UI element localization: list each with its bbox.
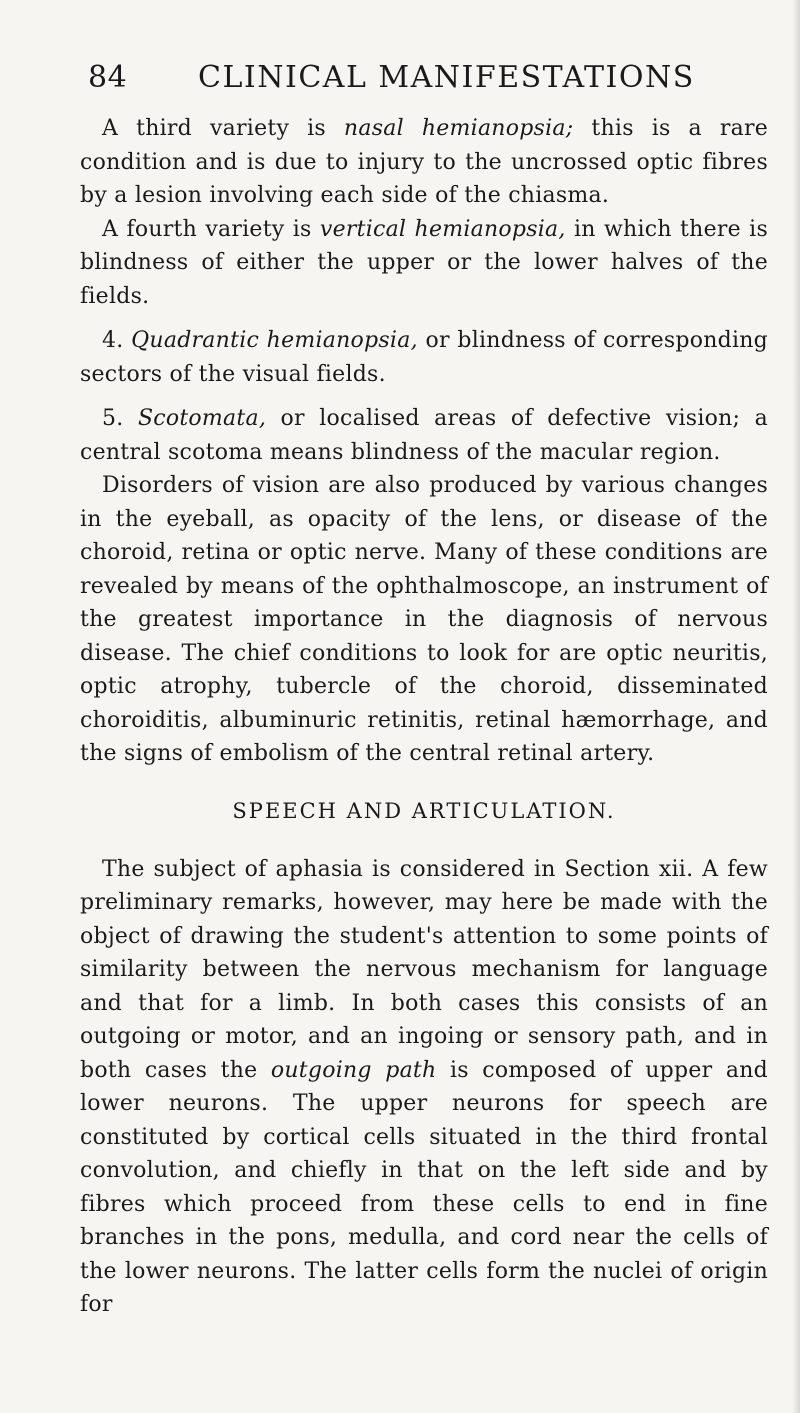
paragraph-quadrantic-hemianopsia (80, 324, 768, 391)
paragraph-text: or localised areas of defective vision; a central scotoma means blindness of the macular region. (80, 406, 768, 465)
paragraph-aphasia (80, 853, 768, 1322)
paragraph-text: A fourth variety is (102, 216, 320, 242)
paragraph-text: 4. (102, 328, 132, 353)
paragraph-vertical-hemianopsia (80, 213, 768, 314)
italic-term: Scotomata, (137, 406, 267, 431)
paragraph-text: this is a rare condition and is due to injury to the uncrossed optic fibres by a lesion involving each side of the chiasma. (80, 116, 769, 208)
paragraph-text: is composed of upper and lower neurons. The upper neurons for speech are constituted by cortical cells situated in the third frontal convolution, and chiefly in that on the left side and by fibres which proceed from these cells to end in fine branches in the pons, medulla, and cord near the cells of the lower neurons. The latter cells form the nuclei of origin for (80, 1057, 768, 1317)
paragraph-text: The subject of aphasia is considered in Section xii. A few preliminary remarks, however, may here be made with the object of drawing the student's attention to some points of similarity between the nervous mechanism for language and that for a limb. In both cases this consists of an outgoing or motor, and an ingoing or sensory path, and in both cases the (80, 856, 768, 1083)
paragraph-text: in which there is blindness of either the upper or the lower halves of the fields. (80, 216, 769, 309)
paragraph-text: A third variety is (102, 116, 344, 141)
page-number: 84 (88, 60, 128, 95)
page-edge-shadow (792, 0, 800, 1413)
paragraph-scotomata (80, 402, 768, 469)
page-header (80, 60, 760, 104)
italic-term: Quadrantic hemianopsia, (131, 328, 418, 353)
paragraph-disorders-of-vision: Disorders of vision are also produced by various changes in the eyeball, as opacity of the lens, or disease of the choroid, retina or optic nerve. Many of these conditions are revealed by means of the ophthalmoscope, an instrument of the greatest importance in the diagnosis of nervous disease. The chief conditions to look for are optic neuritis, optic atrophy, tubercle of the choroid, disseminated choroiditis, albuminuric retinitis, retinal hæmorrhage, and the signs of embolism of the central retinal artery. (80, 473, 768, 766)
paragraph-text: or blindness of corresponding sectors of the visual fields. (80, 328, 768, 387)
running-head: CLINICAL MANIFESTATIONS (198, 60, 695, 95)
italic-term: outgoing path (270, 1057, 437, 1083)
italic-term: vertical hemianopsia, (319, 216, 566, 242)
paragraph-text: 5. (102, 406, 138, 431)
paragraph-nasal-hemianopsia (80, 112, 768, 213)
page-body (80, 112, 768, 1322)
section-heading: SPEECH AND ARTICULATION. (232, 798, 616, 823)
italic-term: nasal hemianopsia; (343, 116, 574, 141)
